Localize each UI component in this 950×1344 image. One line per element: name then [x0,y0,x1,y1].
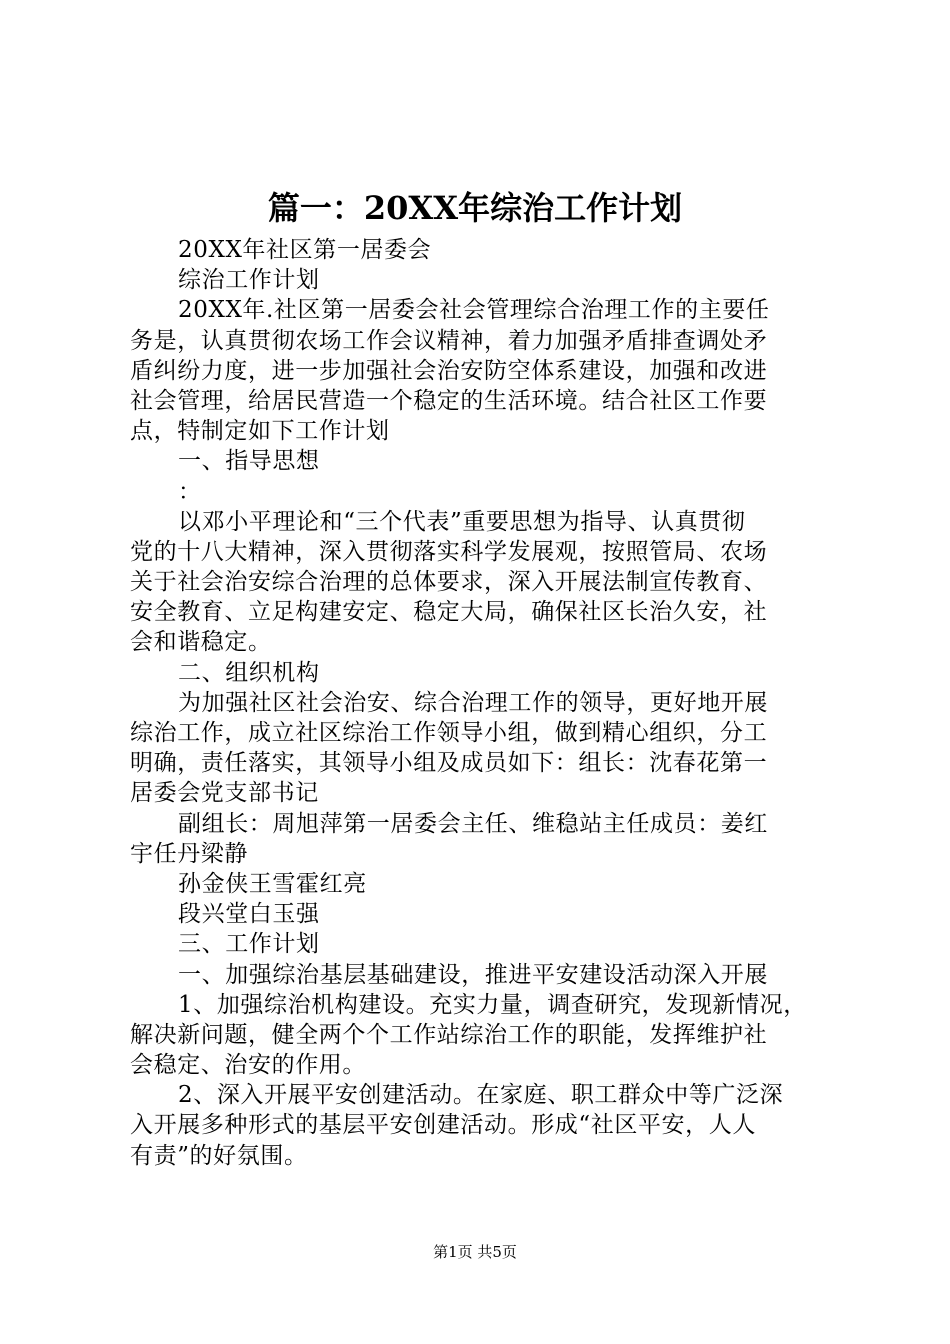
text-line: 宇任丹梁静 [130,840,248,867]
text-line: 安全教育、立足构建安定、稳定大局，确保社区长治久安，社 [130,599,768,626]
text-line: 1、加强综治机构建设。充实力量，调查研究，发现新情况， [178,991,807,1018]
text-line: 一、加强综治基层基础建设，推进平安建设活动深入开展 [178,961,768,988]
text-line: 社会管理，给居民营造一个稳定的生活环境。结合社区工作要 [130,387,768,414]
text-line: 居委会党支部书记 [130,780,319,807]
text-line: 20XX年社区第一居委会 [178,237,432,263]
text-line: 副组长：周旭萍第一居委会主任、维稳站主任成员：姜红 [178,810,768,837]
text-line: 段兴堂白玉强 [178,901,320,928]
text-line: 入开展多种形式的基层平安创建活动。形成“社区平安，人人 [130,1112,756,1139]
section-heading: 一、指导思想 [178,448,320,475]
text-line: 点，特制定如下工作计划 [130,418,390,445]
text-line: 孙金侠王雪霍红亮 [178,870,367,897]
text-line: 解决新问题，健全两个个工作站综治工作的职能，发挥维护社 [130,1021,768,1048]
text-line: 20XX年.社区第一居委会社会管理综合治理工作的主要任 [178,297,770,324]
text-line: 务是，认真贯彻农场工作会议精神，着力加强矛盾排查调处矛 [130,327,768,354]
text-line: 党的十八大精神，深入贯彻落实科学发展观，按照管局、农场 [130,538,768,565]
text-line: 盾纠纷力度，进一步加强社会治安防空体系建设，加强和改进 [130,357,768,384]
document-title: 篇一：20XX年综治工作计划 [267,189,683,227]
text-line: 综治工作，成立社区综治工作领导小组，做到精心组织，分工 [130,720,768,746]
text-line: 会和谐稳定。 [130,629,272,656]
text-line: 2、深入开展平安创建活动。在家庭、职工群众中等广泛深 [178,1082,784,1109]
section-heading: 三、工作计划 [178,931,320,958]
text-line: ： [178,478,202,505]
text-line: 以邓小平理论和“三个代表”重要思想为指导、认真贯彻 [178,508,746,535]
section-heading: 二、组织机构 [178,659,320,686]
text-line: 明确，责任落实，其领导小组及成员如下：组长：沈春花第一 [130,750,768,777]
text-line: 有责”的好氛围。 [130,1142,308,1169]
page-footer: 第1页 共5页 [433,1243,517,1261]
document-body [130,235,836,1171]
text-line: 会稳定、治安的作用。 [130,1052,366,1079]
text-line: 为加强社区社会治安、综合治理工作的领导，更好地开展 [178,689,768,716]
text-line: 关于社会治安综合治理的总体要求，深入开展法制宣传教育、 [130,569,768,596]
text-line: 综治工作计划 [178,267,320,294]
